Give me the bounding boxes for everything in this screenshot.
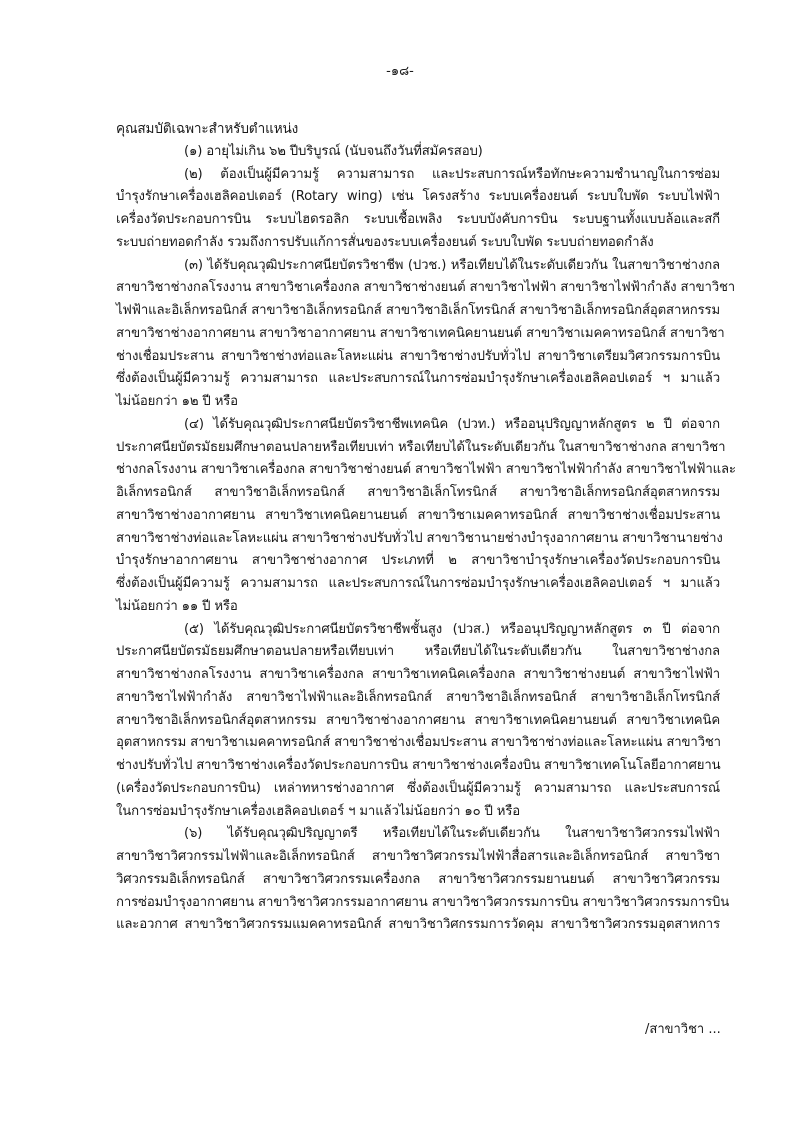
item-5-line: (๕) ได้รับคุณวุฒิประกาศนียบัตรวิชาชีพชั้นสูง (ปวส.) หรืออนุปริญญาหลักสูตร ๓ ปี ต่อจาก bbox=[184, 621, 720, 637]
section-heading: คุณสมบัติเฉพาะสำหรับตำแหน่ง bbox=[116, 121, 299, 137]
item-4-line: ไม่น้อยกว่า ๑๑ ปี หรือ bbox=[116, 598, 238, 614]
item-6-line: วิศวกรรมอิเล็กทรอนิกส์ สาขาวิชาวิศวกรรมเครื่องกล สาขาวิชาวิศวกรรมยานยนต์ สาขาวิชาวิศวกรรม bbox=[116, 871, 720, 887]
item-3-line: (๓) ได้รับคุณวุฒิประกาศนียบัตรวิชาชีพ (ปวช.) หรือเทียบได้ในระดับเดียวกัน ในสาขาวิชาช่างกล bbox=[184, 257, 720, 273]
item-6-line: สาขาวิชาวิศวกรรมไฟฟ้าและอิเล็กทรอนิกส์ สาขาวิชาวิศวกรรมไฟฟ้าสื่อสารและอิเล็กทรอนิกส์ สาขาวิชา bbox=[116, 849, 720, 864]
item-3-line: ไฟฟ้าและอิเล็กทรอนิกส์ สาขาวิชาอิเล็กทรอนิกส์ สาขาวิชาอิเล็กโทรนิกส์ สาขาวิชาอิเล็กทรอนิกส์อุตสาหกรรม bbox=[116, 303, 720, 318]
item-2-line: เครื่องวัดประกอบการบิน ระบบไฮดรอลิก ระบบเชื้อเพลิง ระบบบังคับการบิน ระบบฐานทั้งแบบล้อและสกี bbox=[116, 212, 720, 227]
page-number: -๑๘- bbox=[386, 64, 414, 79]
item-5-line: สาขาวิชาไฟฟ้ากำลัง สาขาวิชาไฟฟ้าและอิเล็กทรอนิกส์ สาขาวิชาอิเล็กทรอนิกส์ สาขาวิชาอิเล็กโทรนิกส์ bbox=[116, 689, 720, 705]
item-4-line: บำรุงรักษาอากาศยาน สาขาวิชาช่างอากาศ ประเภทที่ ๒ สาขาวิชาบำรุงรักษาเครื่องวัดประกอบการบิน bbox=[116, 553, 720, 569]
item-3-line: สาขาวิชาช่างอากาศยาน สาขาวิชาอากาศยาน สาขาวิชาเทคนิคยานยนต์ สาขาวิชาเมคคาทรอนิกส์ สาขาวิชา bbox=[116, 325, 725, 341]
item-3-line: ไม่น้อยกว่า ๑๒ ปี หรือ bbox=[116, 394, 238, 409]
item-2-line: ระบบถ่ายทอดกำลัง รวมถึงการปรับแก้การสั่นของระบบเครื่องยนต์ ระบบใบพัด ระบบถ่ายทอดกำลัง bbox=[116, 234, 654, 250]
item-5-line: สาขาวิชาอิเล็กทรอนิกส์อุตสาหกรรม สาขาวิชาช่างอากาศยาน สาขาวิชาเทคนิคยานยนต์ สาขาวิชาเทคนิค bbox=[116, 712, 720, 728]
item-6-line: และอวกาศ สาขาวิชาวิศวกรรมแมคคาทรอนิกส์ สาขาวิชาวิศกรรมการวัดคุม สาขาวิชาวิศวกรรมอุตสาหการ bbox=[116, 917, 720, 933]
item-4-line: (๔) ได้รับคุณวุฒิประกาศนียบัตรวิชาชีพเทคนิค (ปวท.) หรืออนุปริญญาหลักสูตร ๒ ปี ต่อจาก bbox=[184, 416, 720, 432]
item-3-line: ซึ่งต้องเป็นผู้มีความรู้ ความสามารถ และประสบการณ์ในการซ่อมบำรุงรักษาเครื่องเฮลิคอปเตอร์ ฯ มาแล้ว bbox=[116, 371, 720, 387]
item-5-line: ช่างปรับทั่วไป สาขาวิชาช่างเครื่องวัดประกอบการบิน สาขาวิชาช่างเครื่องบิน สาขาวิชาเทคโนโลยีอากาศยาน bbox=[116, 758, 721, 773]
item-5-line: ประกาศนียบัตรมัธยมศึกษาตอนปลายหรือเทียบเท่า หรือเทียบได้ในระดับเดียวกัน ในสาขาวิชาช่างกล bbox=[116, 644, 720, 660]
item-5-line: สาขาวิชาช่างกลโรงงาน สาขาวิชาเครื่องกล สาขาวิชาเทคนิคเครื่องกล สาขาวิชาช่างยนต์ สาขาวิชาไฟฟ้า bbox=[116, 667, 720, 682]
item-5-line: อุตสาหกรรม สาขาวิชาเมคคาทรอนิกส์ สาขาวิชาช่างเชื่อมประสาน สาขาวิชาช่างท่อและโลหะแผ่น สาขาวิชา bbox=[116, 735, 721, 751]
item-1-line: (๑) อายุไม่เกิน ๖๒ ปีบริบูรณ์ (นับจนถึงวันที่สมัครสอบ) bbox=[184, 143, 483, 159]
item-4-line: สาขาวิชาช่างอากาศยาน สาขาวิชาเทคนิคยานยนต์ สาขาวิชาเมคคาทรอนิกส์ สาขาวิชาช่างเชื่อมประสาน bbox=[116, 507, 720, 523]
continuation-text: /สาขาวิชา ... bbox=[645, 1022, 721, 1037]
item-4-line: ช่างกลโรงงาน สาขาวิชาเครื่องกล สาขาวิชาช่างยนต์ สาขาวิชาไฟฟ้า สาขาวิชาไฟฟ้ากำลัง สาขาวิชาไฟฟ้าและ bbox=[116, 462, 736, 478]
item-4-line: ประกาศนียบัตรมัธยมศึกษาตอนปลายหรือเทียบเท่า หรือเทียบได้ในระดับเดียวกัน ในสาขาวิชาช่างกล สาขาวิชา bbox=[116, 439, 726, 455]
item-2-line: (๒) ต้องเป็นผู้มีความรู้ ความสามารถ และประสบการณ์หรือทักษะความชำนาญในการซ่อม bbox=[184, 166, 720, 182]
item-4-line: อิเล็กทรอนิกส์ สาขาวิชาอิเล็กทรอนิกส์ สาขาวิชาอิเล็กโทรนิกส์ สาขาวิชาอิเล็กทรอนิกส์อุตสาหกรรม bbox=[116, 485, 720, 500]
document-body bbox=[116, 118, 736, 937]
item-5-line: ในการซ่อมบำรุงรักษาเครื่องเฮลิคอปเตอร์ ฯ มาแล้วไม่น้อยกว่า ๑๐ ปี หรือ bbox=[116, 803, 521, 819]
item-2-line: บำรุงรักษาเครื่องเฮลิคอปเตอร์ (Rotary wing) เช่น โครงสร้าง ระบบเครื่องยนต์ ระบบใบพัด ระบบไฟฟ้า bbox=[116, 189, 720, 205]
item-3-line: สาขาวิชาช่างกลโรงงาน สาขาวิชาเครื่องกล สาขาวิชาช่างยนต์ สาขาวิชาไฟฟ้า สาขาวิชาไฟฟ้ากำลัง สาขาวิชา bbox=[116, 280, 736, 296]
item-6-line: (๖) ได้รับคุณวุฒิปริญญาตรี หรือเทียบได้ในระดับเดียวกัน ในสาขาวิชาวิศวกรรมไฟฟ้า bbox=[184, 826, 720, 842]
item-6-line: การซ่อมบำรุงอากาศยาน สาขาวิชาวิศวกรรมอากาศยาน สาขาวิชาวิศวกรรมการบิน สาขาวิชาวิศวกรรมการบิน bbox=[116, 894, 730, 910]
item-3-line: ช่างเชื่อมประสาน สาขาวิชาช่างท่อและโลหะแผ่น สาขาวิชาช่างปรับทั่วไป สาขาวิชาเตรียมวิศวกรรมการบิน bbox=[116, 348, 720, 364]
item-4-line: ซึ่งต้องเป็นผู้มีความรู้ ความสามารถ และประสบการณ์ในการซ่อมบำรุงรักษาเครื่องเฮลิคอปเตอร์ ฯ มาแล้ว bbox=[116, 576, 720, 591]
item-4-line: สาขาวิชาช่างท่อและโลหะแผ่น สาขาวิชาช่างปรับทั่วไป สาขาวิชานายช่างบำรุงอากาศยาน สาขาวิชานายช่าง bbox=[116, 530, 723, 546]
item-5-line: (เครื่องวัดประกอบการบิน) เหล่าทหารช่างอากาศ ซึ่งต้องเป็นผู้มีความรู้ ความสามารถ และประสบการณ์ bbox=[116, 780, 720, 796]
